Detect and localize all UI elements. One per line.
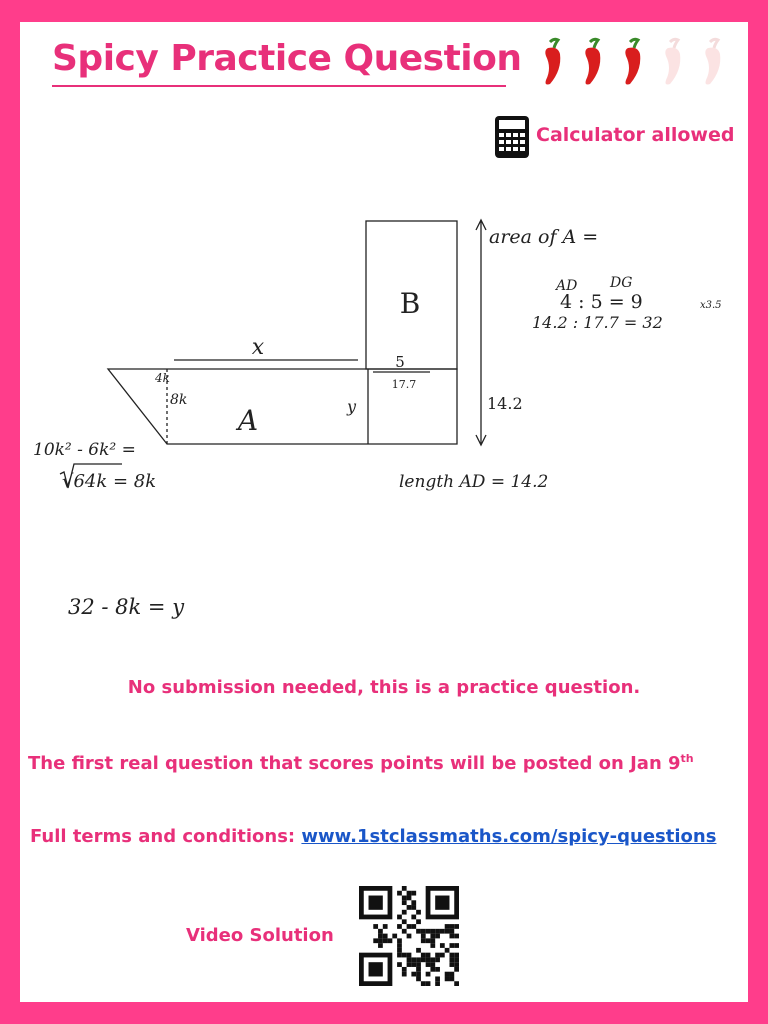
label-5: 5 bbox=[395, 353, 405, 371]
terms-link[interactable]: www.1stclassmaths.com/spicy-questions bbox=[301, 826, 717, 847]
label-A: A bbox=[237, 404, 259, 437]
label-17-7: 17.7 bbox=[391, 378, 417, 391]
label-14-2-side: 14.2 bbox=[487, 394, 523, 413]
first-question-note: The first real question that scores points will be posted on Jan 9th bbox=[28, 752, 694, 774]
terms-label: Full terms and conditions: bbox=[30, 826, 296, 847]
ratio-row1: 4 : 5 = 9 bbox=[560, 291, 643, 313]
date-suffix: th bbox=[680, 752, 694, 765]
chili-pepper-icon bbox=[545, 39, 560, 84]
chili-pepper-icon bbox=[705, 39, 720, 84]
ratio-head-dg: DG bbox=[610, 275, 633, 291]
area-of-A: area of A = bbox=[489, 226, 599, 248]
question-card bbox=[20, 22, 748, 1002]
pyth-line1: 10k² - 6k² = bbox=[33, 440, 136, 460]
ratio-head-ad: AD bbox=[556, 278, 578, 294]
submission-note: No submission needed, this is a practice question. bbox=[127, 677, 641, 698]
spice-rating bbox=[536, 36, 736, 88]
qr-code-icon[interactable] bbox=[354, 886, 464, 986]
label-4k: 4k bbox=[155, 371, 170, 385]
video-solution-label: Video Solution bbox=[186, 925, 334, 946]
ratio-row2: 14.2 : 17.7 = 32 bbox=[532, 313, 663, 332]
page-title: Spicy Practice Question bbox=[52, 38, 522, 79]
calculator-icon bbox=[494, 115, 530, 159]
chili-pepper-icon bbox=[665, 39, 680, 84]
calculator-label: Calculator allowed bbox=[536, 124, 735, 146]
title-underline bbox=[52, 85, 506, 87]
y-equation: 32 - 8k = y bbox=[68, 595, 185, 619]
label-8k: 8k bbox=[170, 392, 188, 408]
chili-pepper-icon bbox=[585, 39, 600, 84]
pyth-line2: √64k = 8k bbox=[62, 471, 157, 492]
terms-line bbox=[30, 826, 716, 847]
ratio-mult: x3.5 bbox=[700, 300, 722, 311]
label-x: x bbox=[251, 335, 265, 360]
length-ad: length AD = 14.2 bbox=[399, 472, 549, 492]
label-y: y bbox=[347, 397, 357, 416]
label-B: B bbox=[399, 287, 421, 320]
chili-pepper-icon bbox=[625, 39, 640, 84]
